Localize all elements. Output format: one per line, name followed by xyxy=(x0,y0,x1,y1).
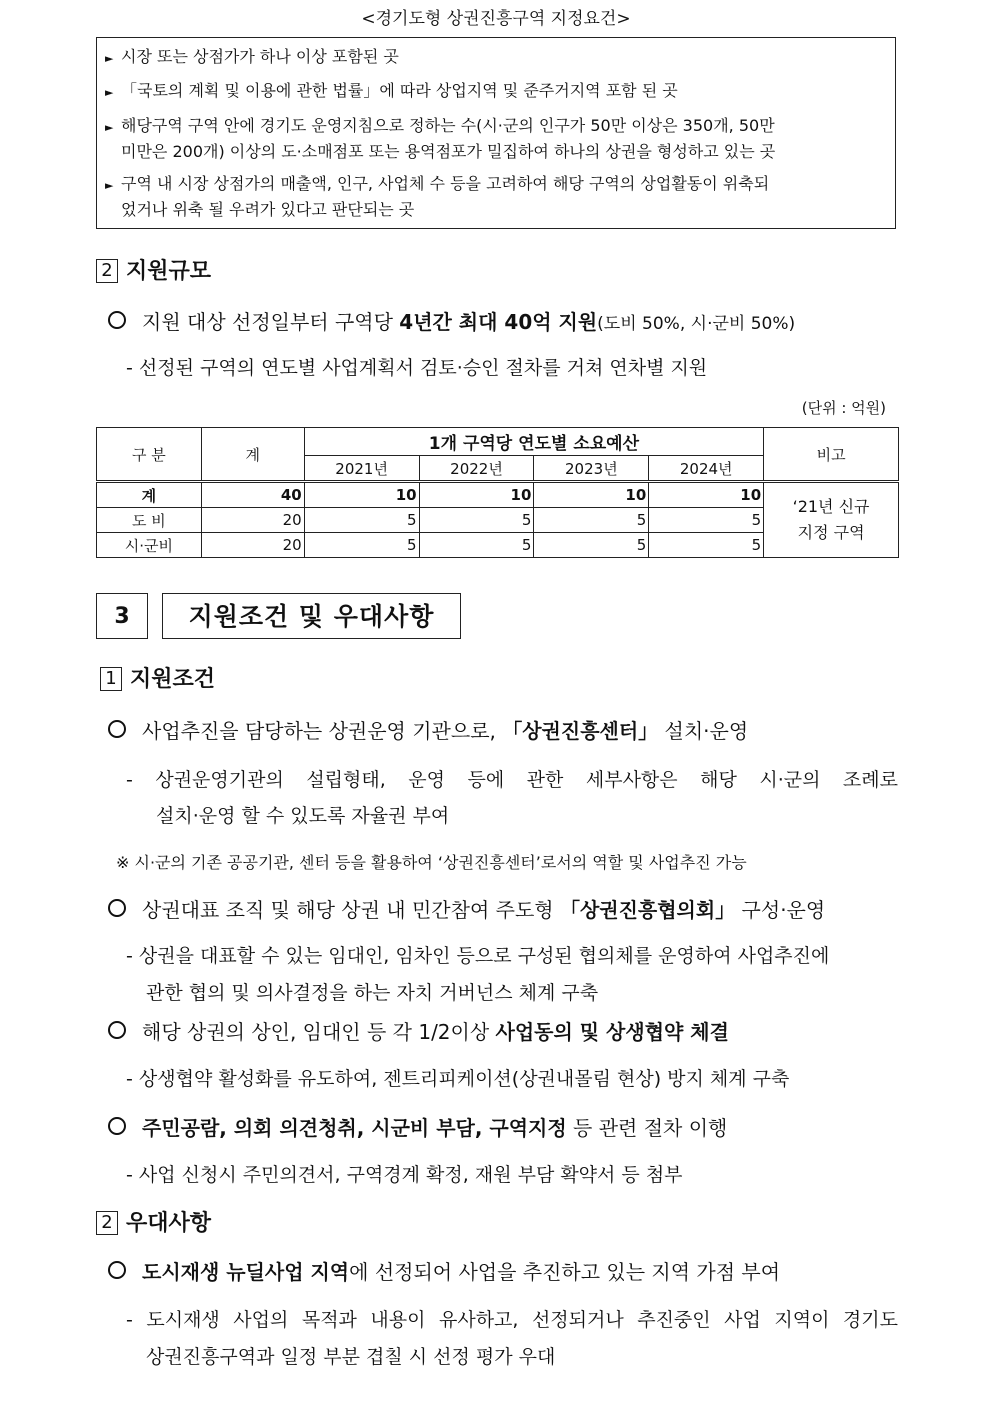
header-note: 비고 xyxy=(764,428,899,482)
header-total: 계 xyxy=(201,428,304,482)
budget-table xyxy=(96,427,899,558)
box-caption: <경기도형 상권진흥구역 지정요건> xyxy=(361,9,631,29)
condition-2-dash-line2: 관한 협의 및 의사결정을 하는 자치 거버넌스 체계 구축 xyxy=(146,982,599,1004)
condition-note: ※ 시·군의 기존 공공기관, 센터 등을 활용하여 ‘상권진흥센터’로서의 역할 및 사업추진 가능 xyxy=(116,853,747,872)
unit-label: (단위 : 억원) xyxy=(801,399,886,417)
requirement-item: ► 시장 또는 상점가가 하나 이상 포함된 곳 xyxy=(105,45,399,71)
triangle-bullet-icon: ► xyxy=(105,52,114,65)
requirements-box xyxy=(96,37,896,229)
condition-1-dash-line2: 설치·운영 할 수 있도록 자율권 부여 xyxy=(156,805,450,827)
circle-bullet-icon xyxy=(108,311,126,329)
circle-bullet-icon xyxy=(108,720,126,738)
requirement-item: ► 「국토의 계획 및 이용에 관한 법률」에 따라 상업지역 및 준주거지역 포함 된 곳 xyxy=(105,79,678,105)
section-3-number: 3 xyxy=(96,593,148,639)
section-number-box: 2 xyxy=(96,259,118,283)
preferences-heading: 2 우대사항 xyxy=(96,1206,211,1237)
circle-bullet-icon xyxy=(108,1021,126,1039)
condition-bullet-2: 상권대표 조직 및 해당 상권 내 민간참여 주도형 「상권진흥협의회」 구성·운영 xyxy=(108,894,825,923)
support-scale-bullet: 지원 대상 선정일부터 구역당 4년간 최대 40억 지원(도비 50%, 시·군비 50%) xyxy=(108,306,795,335)
support-scale-dash: - 선정된 구역의 연도별 사업계획서 검토·승인 절차를 거쳐 연차별 지원 xyxy=(126,357,708,379)
condition-bullet-3: 해당 상권의 상인, 임대인 등 각 1/2이상 사업동의 및 상생협약 체결 xyxy=(108,1016,729,1045)
triangle-bullet-icon: ► xyxy=(105,86,114,99)
header-year: 2023년 xyxy=(534,456,649,482)
table-row: 계 40 10 10 10 10 ‘21년 신규 지정 구역 xyxy=(97,482,899,508)
condition-bullet-1: 사업추진을 담당하는 상권운영 기관으로, 「상권진흥센터」 설치·운영 xyxy=(108,715,748,744)
preference-1-dash-line2: 상권진흥구역과 일정 부분 겹칠 시 선정 평가 우대 xyxy=(146,1346,556,1368)
section-number-box: 1 xyxy=(100,667,122,691)
support-scale-heading: 2 지원규모 xyxy=(96,254,211,285)
requirement-item: ► 해당구역 구역 안에 경기도 운영지침으로 정하는 수(시·군의 인구가 50만 이상은 350개, 50만 미만은 200개) 이상의 도·소매점포 또는 용역점포가 밀집하여 하나의 상권을 형성하고 있는 곳 xyxy=(105,116,776,161)
circle-bullet-icon xyxy=(108,1261,126,1279)
header-year: 2022년 xyxy=(419,456,534,482)
section-number-box: 2 xyxy=(96,1211,118,1235)
preference-1-dash-line1: - 도시재생 사업의 목적과 내용이 유사하고, 선정되거나 추진중인 사업 지역이 경기도 xyxy=(126,1309,898,1331)
circle-bullet-icon xyxy=(108,1117,126,1135)
circle-bullet-icon xyxy=(108,899,126,917)
condition-bullet-4: 주민공람, 의회 의견청취, 시군비 부담, 구역지정 등 관련 절차 이행 xyxy=(108,1112,727,1141)
condition-4-dash: - 사업 신청시 주민의견서, 구역경계 확정, 재원 부담 확약서 등 첨부 xyxy=(126,1164,683,1186)
header-year: 2021년 xyxy=(304,456,419,482)
header-year: 2024년 xyxy=(649,456,764,482)
triangle-bullet-icon: ► xyxy=(105,121,114,134)
preference-bullet-1: 도시재생 뉴딜사업 지역에 선정되어 사업을 추진하고 있는 지역 가점 부여 xyxy=(108,1256,780,1285)
table-row: 도 비 20 5 5 5 5 xyxy=(97,508,899,533)
header-category: 구 분 xyxy=(97,428,202,482)
table-row: 시·군비 20 5 5 5 5 xyxy=(97,533,899,558)
condition-2-dash-line1: - 상권을 대표할 수 있는 임대인, 임차인 등으로 구성된 협의체를 운영하여 사업추진에 xyxy=(126,945,830,967)
note-cell: ‘21년 신규 지정 구역 xyxy=(764,482,899,558)
condition-1-dash-line1: - 상권운영기관의 설립형태, 운영 등에 관한 세부사항은 해당 시·군의 조례로 xyxy=(126,769,898,791)
conditions-heading: 1 지원조건 xyxy=(100,662,215,693)
requirement-item: ► 구역 내 시장 상점가의 매출액, 인구, 사업체 수 등을 고려하여 해당 구역의 상업활동이 위축되 었거나 위축 될 우려가 있다고 판단되는 곳 xyxy=(105,174,770,219)
condition-3-dash: - 상생협약 활성화를 유도하여, 젠트리피케이션(상권내몰림 현상) 방지 체계 구축 xyxy=(126,1068,790,1090)
header-group: 1개 구역당 연도별 소요예산 xyxy=(304,428,763,456)
triangle-bullet-icon: ► xyxy=(105,179,114,192)
section-3-title: 지원조건 및 우대사항 xyxy=(162,593,461,639)
